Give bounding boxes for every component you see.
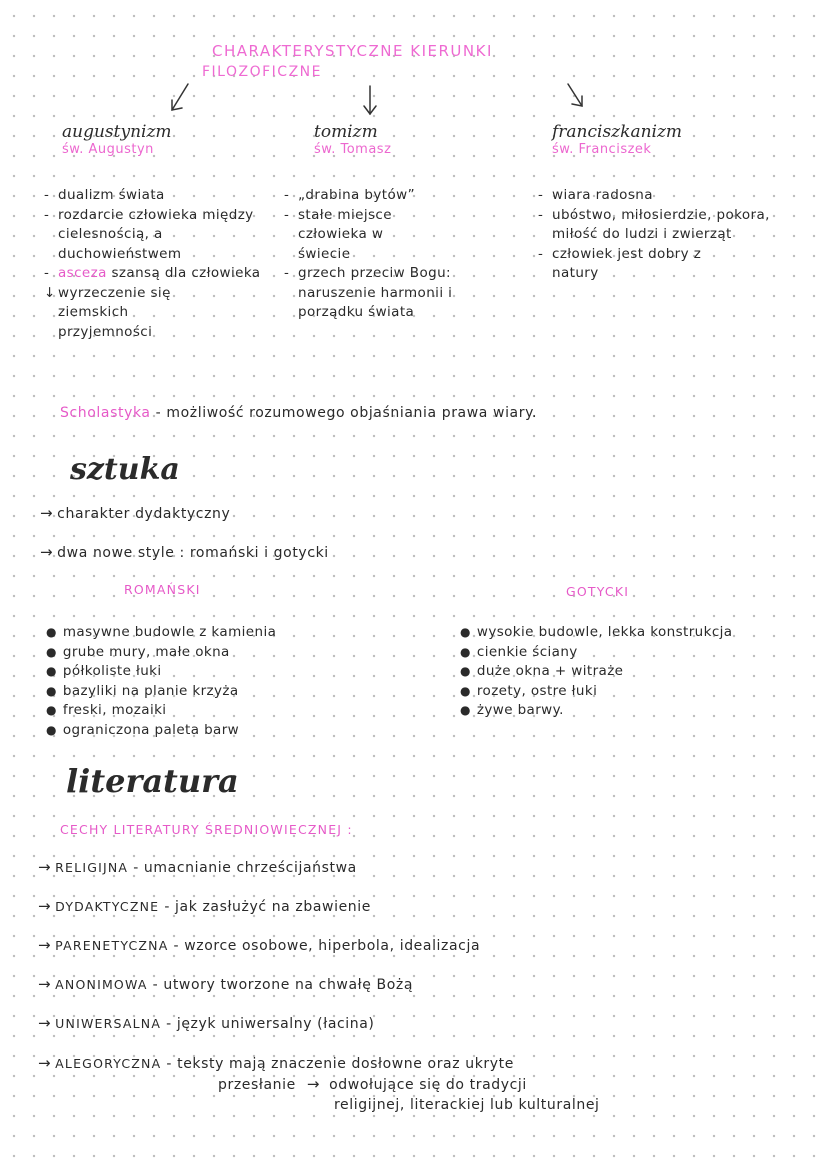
arrow-right-icon: → xyxy=(38,975,52,993)
arrow-right-icon: → xyxy=(38,858,52,876)
page-subtitle: FILOZOFICZNE xyxy=(202,64,322,80)
augustynizm-heading: augustynizm xyxy=(62,122,172,142)
list-item: ● rozety, ostre łuki xyxy=(460,682,598,699)
sztuka-heading: sztuka xyxy=(70,452,180,487)
literature-feature: → RELIGIJNA - umacnianie chrześcijaństwa xyxy=(38,858,357,876)
literature-feature: → UNIWERSALNA - język uniwersalny (łacina) xyxy=(38,1014,375,1032)
arrow-right-icon: → xyxy=(38,897,52,915)
augustynizm-saint: św. Augustyn xyxy=(62,142,154,157)
literatura-subheading: CECHY LITERATURY ŚREDNIOWIECZNEJ : xyxy=(60,822,353,837)
scholastyka-line xyxy=(60,405,537,421)
gotycki-list xyxy=(460,623,760,721)
arrow-right-icon: → xyxy=(40,504,54,522)
franciszkanizm-list xyxy=(538,186,778,284)
list-item: - dualizm świata xyxy=(44,187,165,203)
franciszkanizm-heading: franciszkanizm xyxy=(552,122,683,142)
arrow-right-icon: → xyxy=(38,1014,52,1032)
list-item: - wiara radosna xyxy=(538,187,653,203)
list-item: ● freski, mozaiki xyxy=(46,702,167,718)
tomizm-saint: św. Tomasz xyxy=(314,142,392,157)
literature-feature: → PARENETYCZNA - wzorce osobowe, hiperbola, idealizacja xyxy=(38,936,481,954)
list-item: - człowiek jest dobry z natury xyxy=(538,245,702,281)
franciszkanizm-saint: św. Franciszek xyxy=(552,142,652,157)
sztuka-line: → dwa nowe style : romański i gotycki xyxy=(40,543,329,561)
arrow-right-icon: → xyxy=(40,543,54,561)
list-item: - grzech przeciw Bogu: naruszenie harmonii i porządku świata xyxy=(284,265,453,320)
scholastyka-definition: - możliwość rozumowego objaśniania prawa wiary. xyxy=(155,405,538,421)
romanski-heading: ROMAŃSKI xyxy=(124,582,201,597)
przeslanie-continuation: religijnej, literackiej lub kulturalnej xyxy=(334,1097,600,1113)
column-franciszkanizm xyxy=(552,122,782,157)
list-item: - „drabina bytów” xyxy=(284,187,415,203)
arrow-right-icon: → xyxy=(306,1075,321,1093)
przeslanie-line: przesłanie → odwołujące się do tradycji xyxy=(218,1075,527,1093)
tomizm-heading: tomizm xyxy=(314,122,378,142)
gotycki-heading: GOTYCKI xyxy=(566,584,630,599)
list-item: - ubóstwo, miłosierdzie, pokora, miłość do ludzi i zwierząt xyxy=(538,206,770,242)
romanski-list xyxy=(46,623,386,740)
list-item: - asceza szansą dla człowieka xyxy=(44,265,261,281)
column-tomizm xyxy=(314,122,514,157)
arrow-right-icon: → xyxy=(38,1054,52,1072)
augustynizm-list xyxy=(44,186,264,342)
przeslanie-label: przesłanie xyxy=(218,1077,296,1093)
list-item: ● duże okna + witraże xyxy=(460,663,624,679)
column-augustynizm xyxy=(62,122,262,157)
list-item: ● żywe barwy. xyxy=(460,702,564,718)
list-item: ● cienkie ściany xyxy=(460,643,578,660)
list-item: - rozdarcie człowieka między cielesnością, a duchowieństwem xyxy=(44,206,254,262)
list-item: ● wysokie budowle, lekka konstrukcja xyxy=(460,624,733,640)
list-item: ● bazyliki na planie krzyża xyxy=(46,682,239,699)
page-title: CHARAKTERYSTYCZNE KIERUNKI xyxy=(212,42,493,60)
literature-feature: → DYDAKTYCZNE - jak zasłużyć na zbawienie xyxy=(38,897,371,915)
literature-feature: → ALEGORYCZNA - teksty mają znaczenie dosłowne oraz ukryte xyxy=(38,1054,514,1072)
literatura-heading: literatura xyxy=(66,762,239,800)
sztuka-line: → charakter dydaktyczny xyxy=(40,504,231,522)
list-item: ↓ wyrzeczenie się ziemskich przyjemności xyxy=(44,284,171,340)
list-item: ● ograniczona paleta barw xyxy=(46,721,240,738)
asceza-highlight: asceza xyxy=(58,265,107,281)
list-item: ● półkoliste łuki xyxy=(46,663,162,679)
title-arrows-icon xyxy=(160,78,600,122)
literature-feature: → ANONIMOWA - utwory tworzone na chwałę Bożą xyxy=(38,975,413,993)
list-item: - stałe miejsce człowieka w świecie xyxy=(284,206,392,262)
tomizm-list xyxy=(284,186,489,323)
list-item: ● masywne budowle z kamienia xyxy=(46,624,277,640)
arrow-right-icon: → xyxy=(38,936,52,954)
list-item: ● grube mury, małe okna xyxy=(46,643,230,660)
scholastyka-term: Scholastyka xyxy=(60,405,151,421)
